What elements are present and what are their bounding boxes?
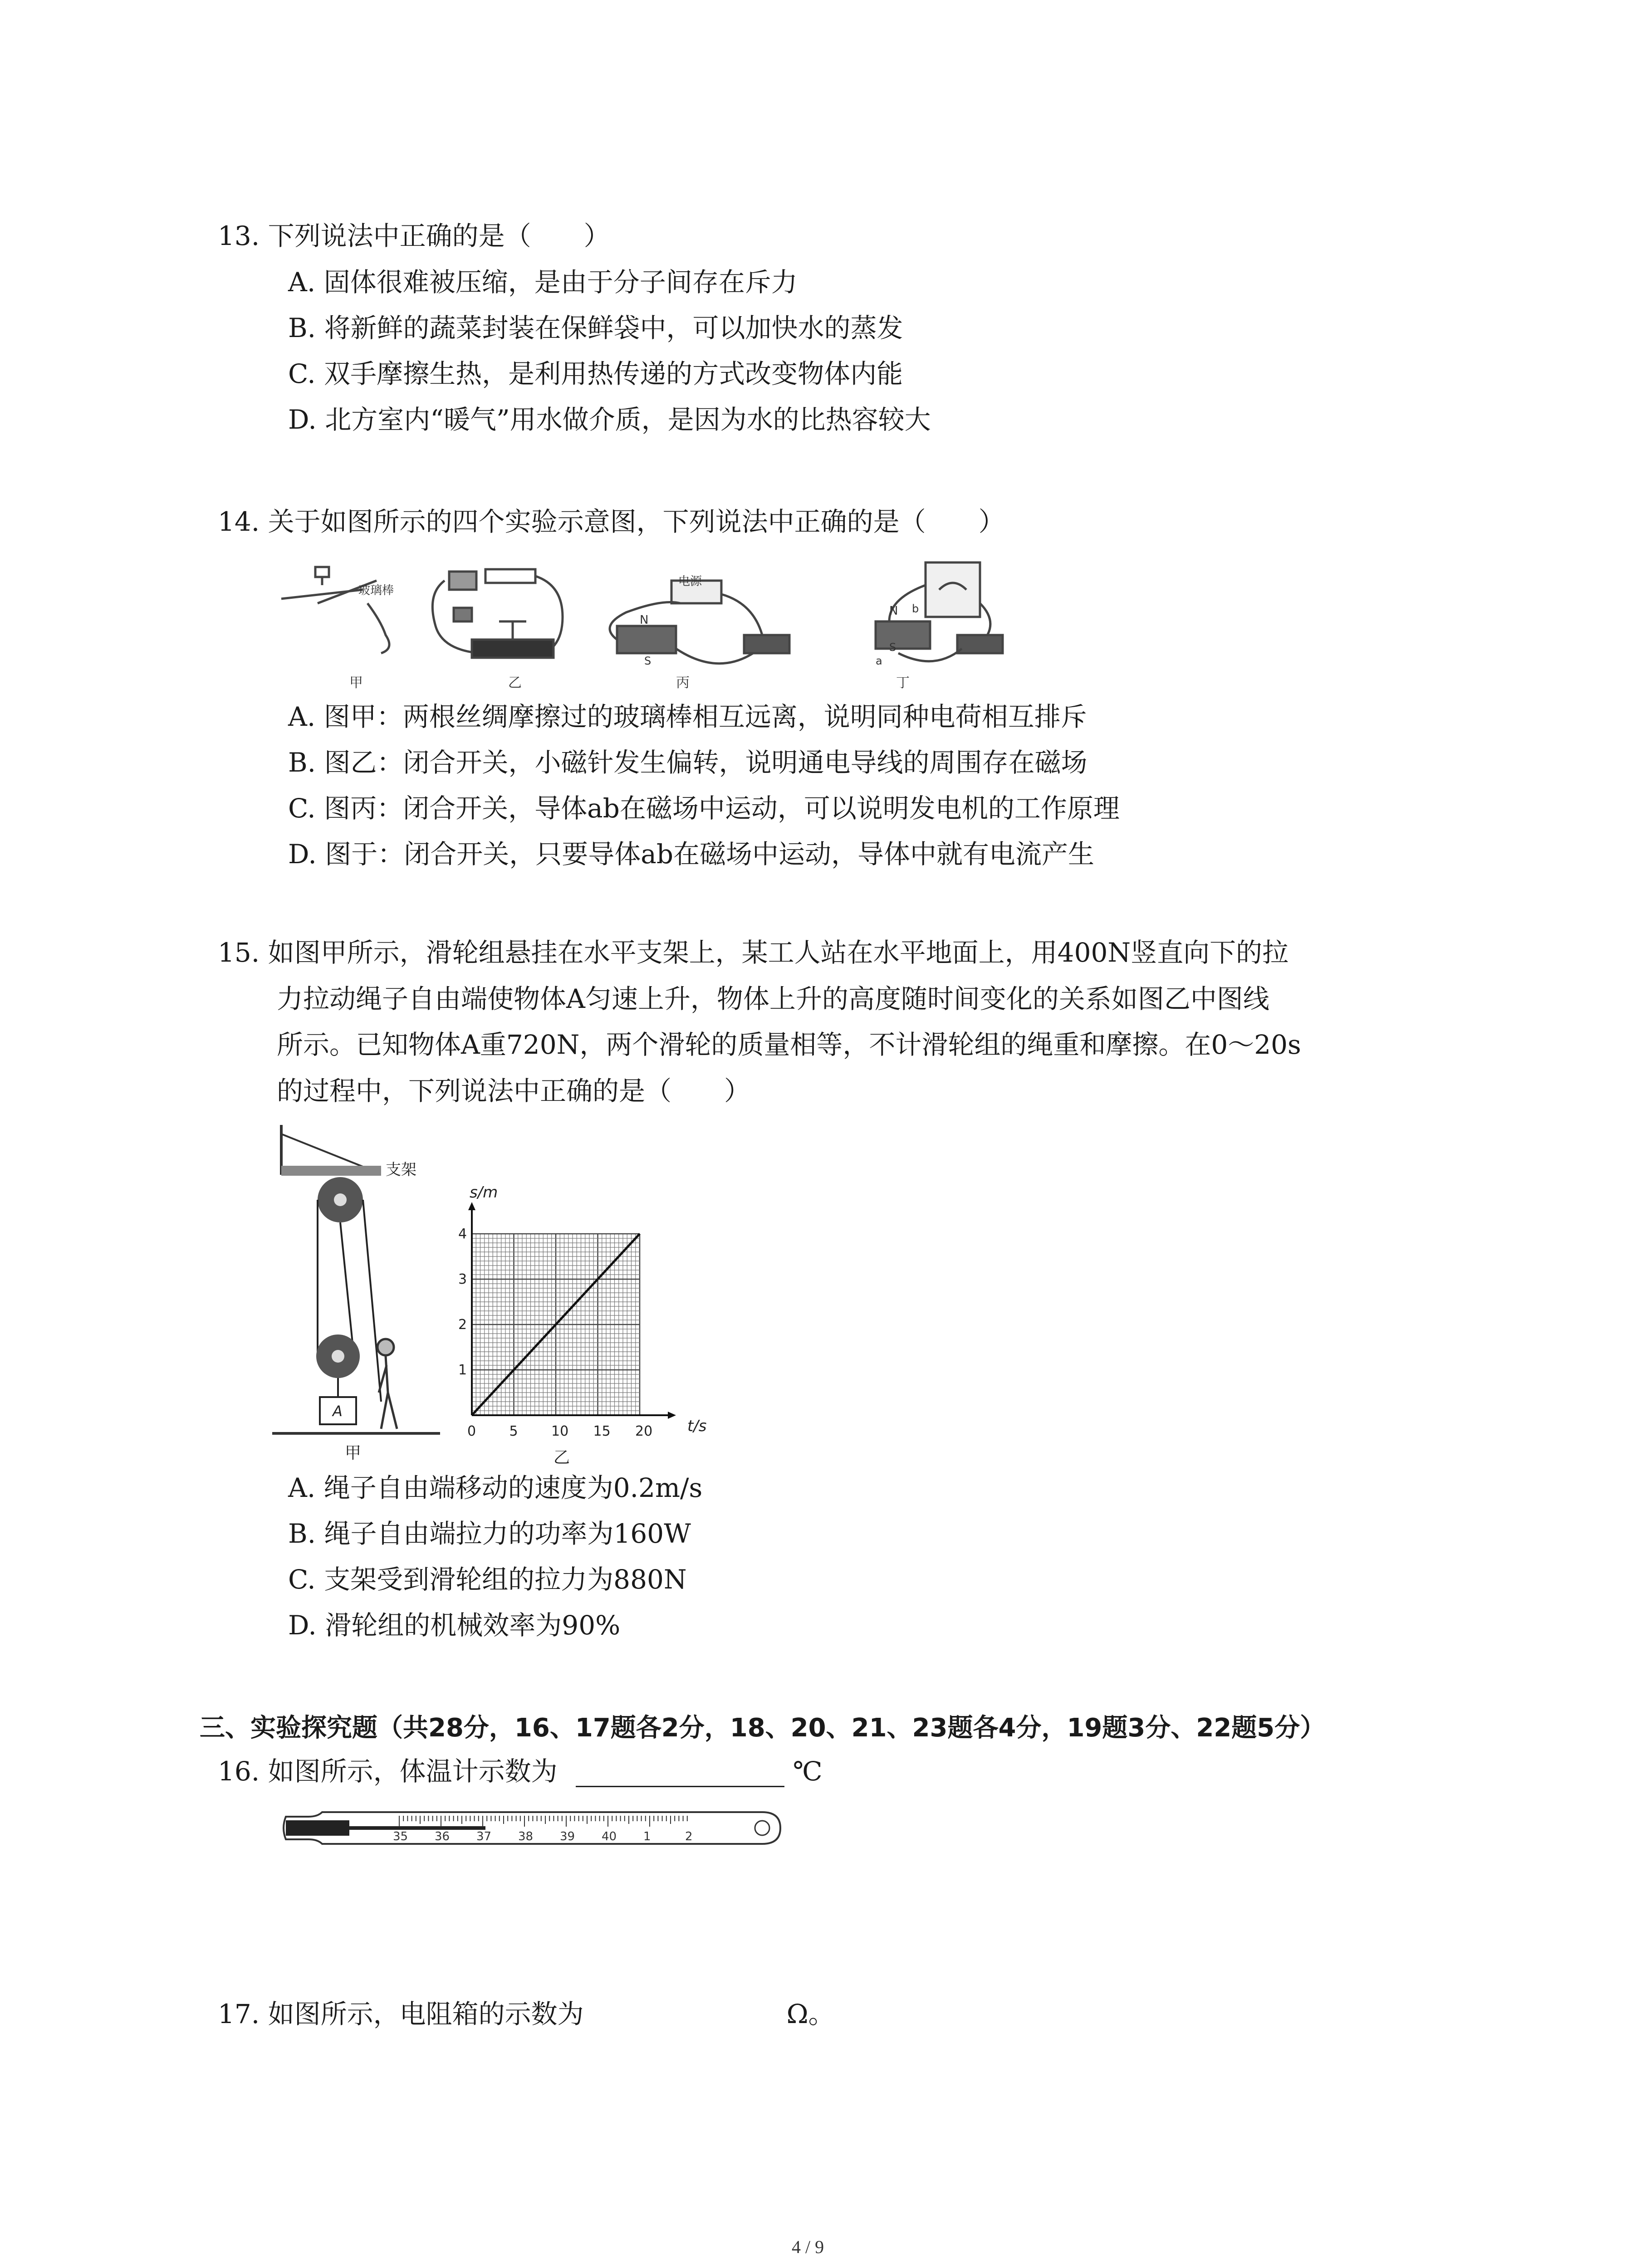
glass-rod-label: 玻璃棒 bbox=[358, 584, 394, 597]
q15-st-chart bbox=[449, 1179, 730, 1470]
thermometer-scale-label: 36 bbox=[435, 1830, 450, 1843]
q16-unit: ℃ bbox=[793, 1756, 823, 1787]
fig-bing-s-label: S bbox=[644, 655, 652, 667]
fig-yi-oersted bbox=[432, 569, 563, 658]
q17-unit: Ω。 bbox=[786, 1999, 835, 2029]
q15-stem-line-2: 力拉动绳子自由端使物体A匀速上升，物体上升的高度随时间变化的关系如图乙中图线 bbox=[277, 983, 1269, 1014]
q14-stem: 14. 关于如图所示的四个实验示意图，下列说法中正确的是（ ） bbox=[218, 506, 1005, 537]
thermometer-scale-label: 1 bbox=[643, 1830, 651, 1843]
q15-option-b: B. 绳子自由端拉力的功率为160W bbox=[288, 1518, 691, 1549]
fig-bing-label: 丙 bbox=[676, 675, 690, 691]
thermometer-scale-label: 39 bbox=[560, 1830, 575, 1843]
thermometer-scale-label: 37 bbox=[476, 1830, 492, 1843]
fig-jia-label: 甲 bbox=[349, 675, 363, 691]
chart-caption: 乙 bbox=[554, 1448, 570, 1467]
y-tick-label: 1 bbox=[458, 1362, 467, 1378]
thermometer-figure bbox=[281, 1808, 789, 1848]
fig-ding-a-label: a bbox=[876, 655, 882, 667]
fig-ding-b-label: b bbox=[912, 602, 919, 615]
chart-y-label: s/m bbox=[470, 1183, 498, 1202]
x-tick-label: 20 bbox=[635, 1423, 653, 1439]
thermometer-scale-label: 38 bbox=[518, 1830, 534, 1843]
q17-stem-text: 17. 如图所示，电阻箱的示数为 bbox=[218, 1999, 584, 2029]
q15-stem-line-1: 15. 如图甲所示，滑轮组悬挂在水平支架上，某工人站在水平地面上，用400N竖直向下的拉 bbox=[218, 937, 1289, 968]
x-tick-label: 15 bbox=[593, 1423, 611, 1439]
fig-bing-setup bbox=[610, 581, 789, 664]
fig-ding-n-label: N bbox=[889, 604, 898, 618]
x-axis-arrow bbox=[668, 1412, 676, 1419]
q13-option-c: C. 双手摩擦生热，是利用热传递的方式改变物体内能 bbox=[288, 358, 903, 389]
q13-stem: 13. 下列说法中正确的是（ ） bbox=[218, 220, 610, 251]
q15-pulley-figure bbox=[272, 1120, 445, 1465]
support-label: 支架 bbox=[386, 1161, 416, 1179]
thermometer-scale-label: 40 bbox=[602, 1830, 617, 1843]
q15-option-c: C. 支架受到滑轮组的拉力为880N bbox=[288, 1564, 687, 1595]
q16-stem bbox=[218, 1755, 822, 1787]
q14-option-b: B. 图乙：闭合开关，小磁针发生偏转，说明通电导线的周围存在磁场 bbox=[288, 747, 1087, 778]
q15-option-a: A. 绳子自由端移动的速度为0.2m/s bbox=[288, 1472, 703, 1503]
fig-ding-s-label: S bbox=[889, 641, 896, 654]
q16-stem-text: 16. 如图所示，体温计示数为 bbox=[218, 1756, 558, 1787]
q14-option-a: A. 图甲：两根丝绸摩擦过的玻璃棒相互远离，说明同种电荷相互排斥 bbox=[288, 701, 1087, 732]
q13-option-d: D. 北方室内“暖气”用水做介质，是因为水的比热容较大 bbox=[288, 404, 931, 435]
q14-option-c: C. 图丙：闭合开关，导体ab在磁场中运动，可以说明发电机的工作原理 bbox=[288, 793, 1120, 824]
fig-jia-glass-rods bbox=[281, 567, 389, 653]
q15-option-d: D. 滑轮组的机械效率为90% bbox=[288, 1610, 621, 1641]
x-tick-label: 0 bbox=[467, 1423, 476, 1439]
q14-figures bbox=[272, 558, 1053, 694]
y-tick-label: 3 bbox=[458, 1271, 467, 1287]
section-3-title: 三、实验探究题（共28分，16、17题各2分，18、20、21、23题各4分，19题3分、22题5分） bbox=[200, 1713, 1326, 1743]
q17-stem bbox=[218, 1998, 835, 2030]
page-number: 4 / 9 bbox=[792, 2237, 824, 2257]
fig-bing-n-label: N bbox=[640, 613, 649, 627]
fig-bing-power-label: 电源 bbox=[678, 575, 702, 588]
fig-jia-caption: 甲 bbox=[345, 1444, 362, 1462]
fig-ding-label: 丁 bbox=[896, 675, 910, 691]
q13-option-a: A. 固体很难被压缩，是由于分子间存在斥力 bbox=[288, 267, 798, 298]
x-tick-label: 5 bbox=[509, 1423, 518, 1439]
q14-option-d: D. 图于：闭合开关，只要导体ab在磁场中运动，导体中就有电流产生 bbox=[288, 839, 1095, 870]
q16-answer-blank[interactable] bbox=[576, 1759, 784, 1787]
q13-option-b: B. 将新鲜的蔬菜封装在保鲜袋中，可以加快水的蒸发 bbox=[288, 313, 903, 343]
y-axis-arrow bbox=[468, 1202, 475, 1210]
block-a-label: A bbox=[333, 1403, 343, 1420]
q15-stem-line-4: 的过程中，下列说法中正确的是（ ） bbox=[277, 1075, 751, 1106]
y-tick-label: 2 bbox=[458, 1317, 467, 1333]
worker-figure bbox=[377, 1339, 397, 1429]
chart-x-label: t/s bbox=[687, 1417, 707, 1435]
q15-stem-line-3: 所示。已知物体A重720N，两个滑轮的质量相等，不计滑轮组的绳重和摩擦。在0～20s bbox=[277, 1029, 1301, 1060]
fig-yi-label: 乙 bbox=[508, 675, 522, 691]
x-tick-label: 10 bbox=[551, 1423, 569, 1439]
thermometer-scale-label: 2 bbox=[685, 1830, 693, 1843]
y-tick-label: 4 bbox=[458, 1226, 467, 1242]
thermometer-scale-label: 35 bbox=[393, 1830, 408, 1843]
